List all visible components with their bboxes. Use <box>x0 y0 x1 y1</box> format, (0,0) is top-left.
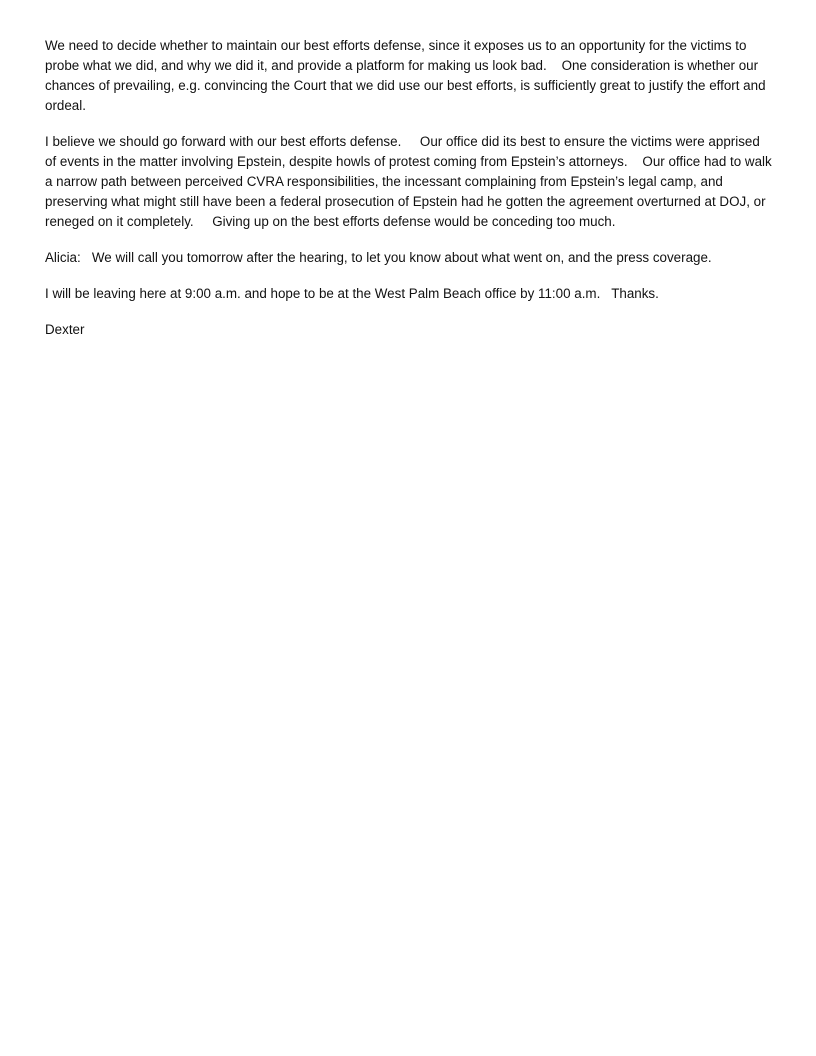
paragraph-travel-plan: I will be leaving here at 9:00 a.m. and hope to be at the West Palm Beach office by 11:00 a.m. Thanks. <box>45 286 659 301</box>
paragraph-go-forward: I believe we should go forward with our best efforts defense. Our office did its best to ensure the victims were apprised of events in the matter involving Epstein, despite howls of protest coming from Epstein’s attorneys. Our office had to walk a narrow path between perceived CVRA responsibilities, the incessant complaining from Epstein’s legal camp, and preserving what might still have been a federal prosecution of Epstein had he gotten the agreement overturned at DOJ, or reneged on it completely. Giving up on the best efforts defense would be conceding too much. <box>45 134 776 229</box>
email-body <box>45 36 776 340</box>
signature: Dexter <box>45 322 85 337</box>
paragraph-alicia-call: Alicia: We will call you tomorrow after the hearing, to let you know about what went on, and the press coverage. <box>45 250 712 265</box>
paragraph-best-efforts-decision: We need to decide whether to maintain our best efforts defense, since it exposes us to an opportunity for the victims to probe what we did, and why we did it, and provide a platform for making us look bad. One consideration is whether our chances of prevailing, e.g. convincing the Court that we did use our best efforts, is sufficiently great to justify the effort and ordeal. <box>45 38 770 113</box>
